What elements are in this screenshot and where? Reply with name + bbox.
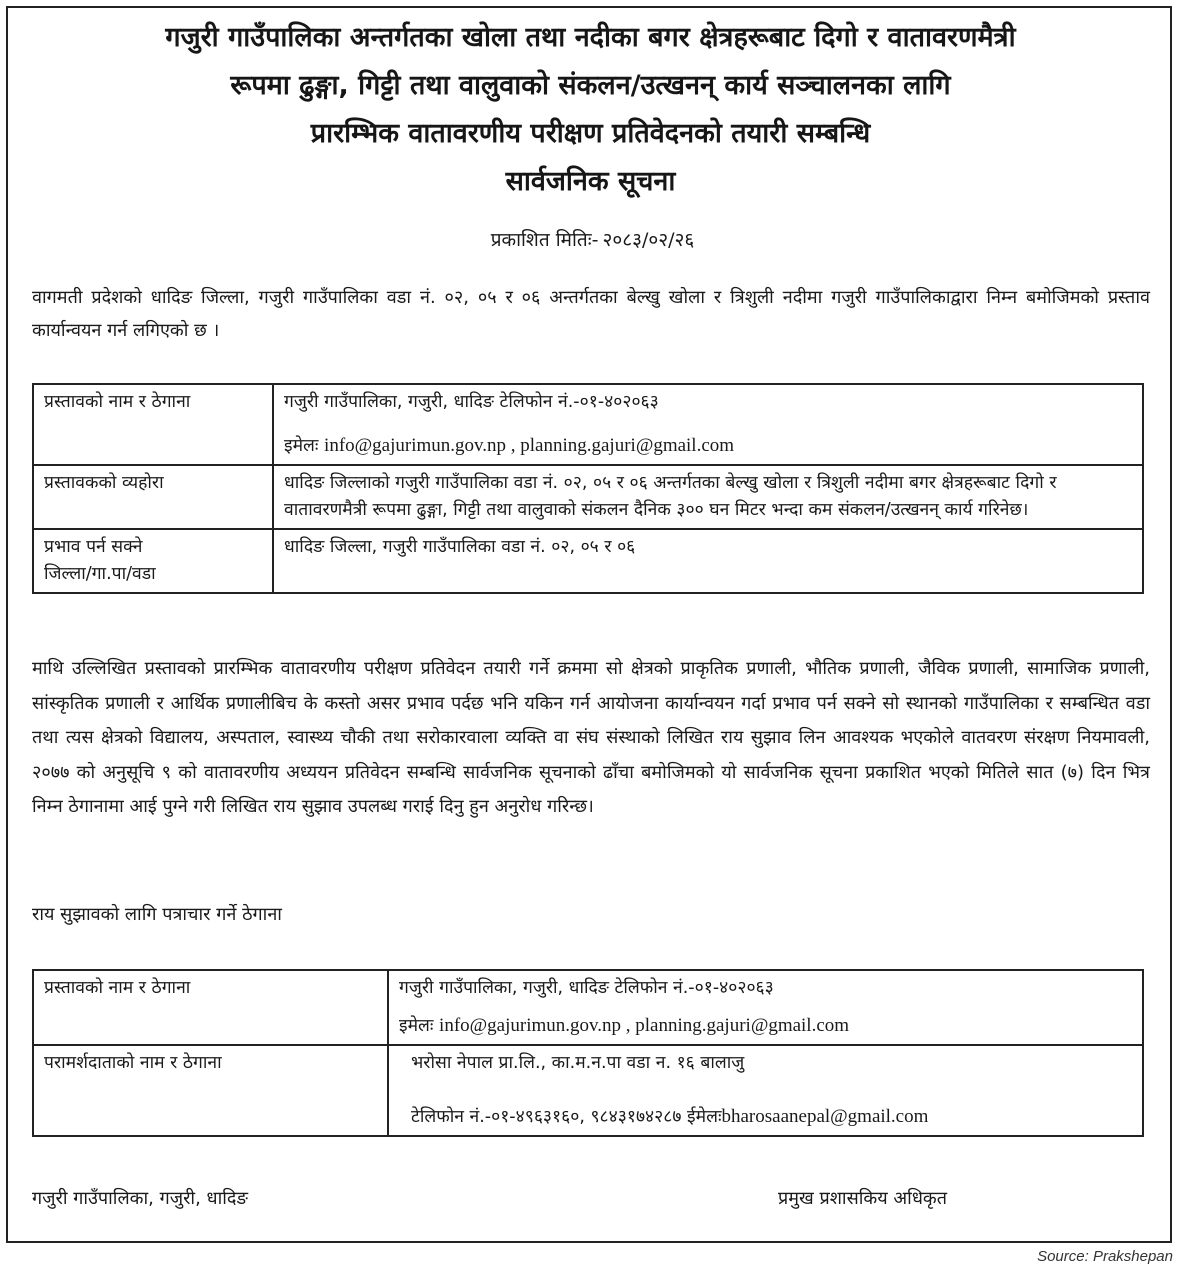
proposer-email-label: इमेलः	[284, 436, 319, 456]
contact-proposer-value	[388, 970, 1143, 1045]
consultant-phone: टेलिफोन नं.-०१-४९६३१६०, ९८४३१७४२८७	[411, 1107, 682, 1127]
contact-heading: राय सुझावको लागि पत्राचार गर्ने ठेगाना	[32, 904, 282, 925]
consultant-value	[388, 1045, 1143, 1136]
affected-area-label-line-1: प्रभाव पर्न सक्ने	[44, 537, 143, 557]
table-row	[33, 384, 1143, 465]
proposer-address: गजुरी गाउँपालिका, गजुरी, धादिङ टेलिफोन नं.-०१-४०२०६३	[284, 392, 659, 412]
title-line-2: रूपमा ढुङ्गा, गिट्टी तथा वालुवाको संकलन/उत्खनन् कार्य सञ्चालनका लागि	[230, 70, 951, 101]
body-paragraph: माथि उल्लिखित प्रस्तावको प्रारम्भिक वातावरणीय परीक्षण प्रतिवेदन तयारी गर्ने क्रममा सो क्षेत्रको प्राकृतिक प्रणाली, भौतिक प्रणाली, जैविक प्रणाली, सामाजिक प्रणाली, सांस्कृतिक प्रणाली र आर्थिक प्रणालीबिच के कस्तो असर प्रभाव पर्दछ भनि यकिन गर्न आयोजना कार्यान्वयन गर्दा प्रभाव पर्न सक्ने सो स्थानको गाउँपालिका र सम्बन्धित वडा तथा त्यस क्षेत्रको विद्यालय, अस्पताल, स्वास्थ्य चौकी तथा सरोकारवाला व्यक्ति वा संघ संस्थाको लिखित राय सुझाव लिन आवश्यक भएकोले वातवरण संरक्षण नियमावली, २०७७ को अनुसूचि ९ को वातावरणीय अध्ययन प्रतिवेदन सम्बन्धि सार्वजनिक सूचनाको ढाँचा बमोजिमको यो सार्वजनिक सूचना प्रकाशित भएको मितिले सात (७) दिन भित्र निम्न ठेगानामा आई पुग्ने गरी लिखित राय सुझाव उपलब्ध गराई दिनु हुन अनुरोध गरिन्छ।	[32, 658, 1150, 817]
proposer-value	[273, 384, 1143, 465]
contact-proposer-email: info@gajurimun.gov.np , planning.gajuri@gmail.com	[439, 1015, 850, 1036]
published-date: २०८३/०२/२६	[602, 229, 695, 251]
issuer-name: गजुरी गाउँपालिका, गजुरी, धादिङ	[32, 1188, 248, 1209]
affected-area-value: धादिङ जिल्ला, गजुरी गाउँपालिका वडा नं. ०२, ०५ र ०६	[273, 529, 1143, 593]
consultant-email: bharosaanepal@gmail.com	[721, 1106, 929, 1127]
proposal-table	[32, 383, 1144, 594]
table-row	[33, 1045, 1143, 1136]
table-row	[33, 970, 1143, 1045]
proposer-label: प्रस्तावको नाम र ठेगाना	[33, 384, 273, 465]
title-line-1: गजुरी गाउँपालिका अन्तर्गतका खोला तथा नदीका बगर क्षेत्रहरूबाट दिगो र वातावरणमैत्री	[165, 22, 1016, 53]
contact-table	[32, 969, 1144, 1137]
consultant-address: भरोसा नेपाल प्रा.लि., का.म.न.पा वडा न. १६ बालाजु	[411, 1053, 745, 1073]
published-label: प्रकाशित मितिः-	[490, 229, 599, 251]
intro-paragraph: वागमती प्रदेशको धादिङ जिल्ला, गजुरी गाउँपालिका वडा नं. ०२, ०५ र ०६ अन्तर्गतका बेल्खु खोला र त्रिशुली नदीमा गजुरी गाउँपालिकाद्वारा निम्न बमोजिमको प्रस्ताव कार्यान्वयन गर्न लगिएको छ ।	[32, 287, 1150, 341]
table-row	[33, 529, 1143, 593]
contact-proposer-address: गजुरी गाउँपालिका, गजुरी, धादिङ टेलिफोन नं.-०१-४०२०६३	[399, 978, 774, 998]
table-row	[33, 465, 1143, 529]
source-credit: Source: Prakshepan	[1037, 1248, 1173, 1265]
contact-proposer-email-line	[399, 1012, 1132, 1040]
contact-proposer-email-label: इमेलः	[399, 1016, 434, 1036]
proposer-email: info@gajurimun.gov.np , planning.gajuri@gmail.com	[324, 435, 735, 456]
title-line-4: सार्वजनिक सूचना	[505, 166, 676, 197]
consultant-contact-line	[411, 1103, 1132, 1131]
proposal-description-label: प्रस्तावकको व्यहोरा	[33, 465, 273, 529]
affected-area-label-line-2: जिल्ला/गा.पा/वडा	[44, 564, 156, 584]
consultant-label: परामर्शदाताको नाम र ठेगाना	[33, 1045, 388, 1136]
affected-area-label	[33, 529, 273, 593]
consultant-email-label: ईमेलः	[687, 1107, 722, 1127]
published-date-line	[0, 226, 1181, 252]
contact-proposer-label: प्रस्तावको नाम र ठेगाना	[33, 970, 388, 1045]
notice-title	[0, 14, 1181, 206]
title-line-3: प्रारम्भिक वातावरणीय परीक्षण प्रतिवेदनको तयारी सम्बन्धि	[310, 118, 871, 149]
signatory-title: प्रमुख प्रशासकिय अधिकृत	[778, 1188, 947, 1209]
proposal-description: धादिङ जिल्लाको गजुरी गाउँपालिका वडा नं. ०२, ०५ र ०६ अन्तर्गतका बेल्खु खोला र त्रिशुली नदीमा बगर क्षेत्रहरूबाट दिगो र वातावरणमैत्री रूपमा ढुङ्गा, गिट्टी तथा वालुवाको संकलन दैनिक ३०० घन मिटर भन्दा कम संकलन/उत्खनन् कार्य गरिनेछ।	[273, 465, 1143, 529]
